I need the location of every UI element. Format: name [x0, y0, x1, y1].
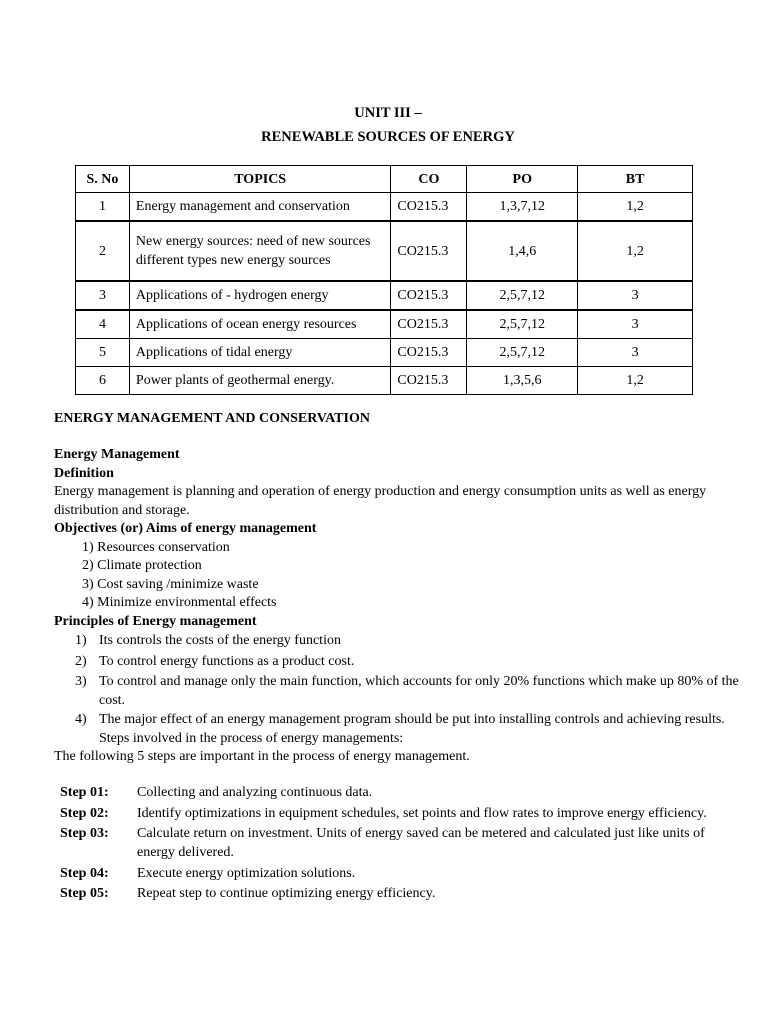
- subheading: Energy Management: [54, 447, 180, 462]
- page-title: RENEWABLE SOURCES OF ENERGY: [261, 129, 515, 145]
- principle-item: [54, 711, 744, 748]
- table-row: [76, 281, 693, 310]
- step-label: Step 02:: [60, 805, 109, 821]
- objective-item: 3) Cost saving /minimize waste: [82, 576, 259, 592]
- definition-text: Energy management is planning and operation of energy production and energy consumption units as well as energy distribution and storage.: [54, 484, 707, 518]
- step-label: Step 01:: [60, 785, 109, 800]
- section-body: [54, 446, 744, 767]
- principle-number: 1): [75, 633, 87, 648]
- principle-text: To control and manage only the main function, which accounts for only 20% functions which make up 80% of the cost.: [99, 674, 739, 708]
- objective-item: 4) Minimize environmental effects: [82, 595, 277, 610]
- step-item: [60, 804, 740, 823]
- principle-text: To control energy functions as a product cost.: [99, 653, 355, 669]
- step-text: Calculate return on investment. Units of energy saved can be metered and calculated just like units of energy delivered.: [137, 826, 705, 860]
- step-text: Repeat step to continue optimizing energy efficiency.: [137, 886, 436, 901]
- header-po: PO: [467, 166, 578, 193]
- principle-number: 3): [75, 674, 87, 689]
- cell-sno: 2: [76, 221, 130, 281]
- cell-po: 2,5,7,12: [467, 281, 578, 310]
- cell-co: CO215.3: [391, 221, 467, 281]
- principle-text: Its controls the costs of the energy function: [99, 633, 341, 648]
- cell-co: CO215.3: [391, 339, 467, 367]
- header-topics: TOPICS: [129, 166, 390, 193]
- section-heading: ENERGY MANAGEMENT AND CONSERVATION: [54, 411, 370, 426]
- cell-co: CO215.3: [391, 310, 467, 339]
- cell-sno: 1: [76, 193, 130, 222]
- step-label: Step 05:: [60, 886, 109, 901]
- cell-sno: 5: [76, 339, 130, 367]
- table-row: [76, 367, 693, 395]
- step-item: [60, 783, 740, 802]
- principle-item: [54, 632, 744, 651]
- cell-bt: 1,2: [578, 221, 693, 281]
- topics-table: [75, 165, 693, 395]
- objective-item: 1) Resources conservation: [82, 539, 230, 555]
- table-header-row: [76, 166, 693, 193]
- cell-sno: 6: [76, 367, 130, 395]
- step-item: [60, 824, 740, 862]
- header-co: CO: [391, 166, 467, 193]
- cell-po: 2,5,7,12: [467, 310, 578, 339]
- cell-topic: Applications of tidal energy: [129, 339, 390, 367]
- cell-co: CO215.3: [391, 281, 467, 310]
- steps-list: [60, 783, 740, 905]
- step-text: Execute energy optimization solutions.: [137, 865, 356, 881]
- cell-bt: 3: [578, 310, 693, 339]
- principle-item: [54, 673, 744, 710]
- cell-sno: 4: [76, 310, 130, 339]
- cell-po: 2,5,7,12: [467, 339, 578, 367]
- table-row: [76, 339, 693, 367]
- cell-bt: 1,2: [578, 367, 693, 395]
- table-row: [76, 221, 693, 281]
- cell-bt: 1,2: [578, 193, 693, 222]
- step-item: [60, 884, 740, 903]
- principle-number: 4): [75, 712, 87, 727]
- cell-po: 1,3,7,12: [467, 193, 578, 222]
- cell-sno: 3: [76, 281, 130, 310]
- principles-label: Principles of Energy management: [54, 613, 257, 629]
- step-text: Collecting and analyzing continuous data.: [137, 785, 373, 800]
- header-bt: BT: [578, 166, 693, 193]
- cell-topic: New energy sources: need of new sources different types new energy sources: [129, 221, 390, 281]
- step-label: Step 03:: [60, 826, 109, 841]
- cell-bt: 3: [578, 339, 693, 367]
- cell-topic: Energy management and conservation: [129, 193, 390, 222]
- principle-number: 2): [75, 653, 87, 669]
- cell-co: CO215.3: [391, 367, 467, 395]
- objective-item: 2) Climate protection: [82, 558, 202, 573]
- definition-label: Definition: [54, 465, 114, 481]
- steps-intro: The following 5 steps are important in the process of energy management.: [54, 749, 470, 764]
- cell-po: 1,4,6: [467, 221, 578, 281]
- table-row: [76, 310, 693, 339]
- principle-item: [54, 653, 744, 672]
- unit-title: UNIT III –: [354, 105, 422, 121]
- principle-text: The major effect of an energy management program should be put into installing controls and achieving results. Steps involved in the process of energy managements:: [99, 712, 725, 746]
- cell-co: CO215.3: [391, 193, 467, 222]
- cell-topic: Power plants of geothermal energy.: [129, 367, 390, 395]
- cell-bt: 3: [578, 281, 693, 310]
- cell-po: 1,3,5,6: [467, 367, 578, 395]
- header-sno: S. No: [76, 166, 130, 193]
- step-text: Identify optimizations in equipment schedules, set points and flow rates to improve energy efficiency.: [137, 805, 707, 821]
- objectives-label: Objectives (or) Aims of energy management: [54, 521, 317, 536]
- step-label: Step 04:: [60, 865, 109, 881]
- table-row: [76, 193, 693, 222]
- step-item: [60, 864, 740, 883]
- cell-topic: Applications of - hydrogen energy: [129, 281, 390, 310]
- cell-topic: Applications of ocean energy resources: [129, 310, 390, 339]
